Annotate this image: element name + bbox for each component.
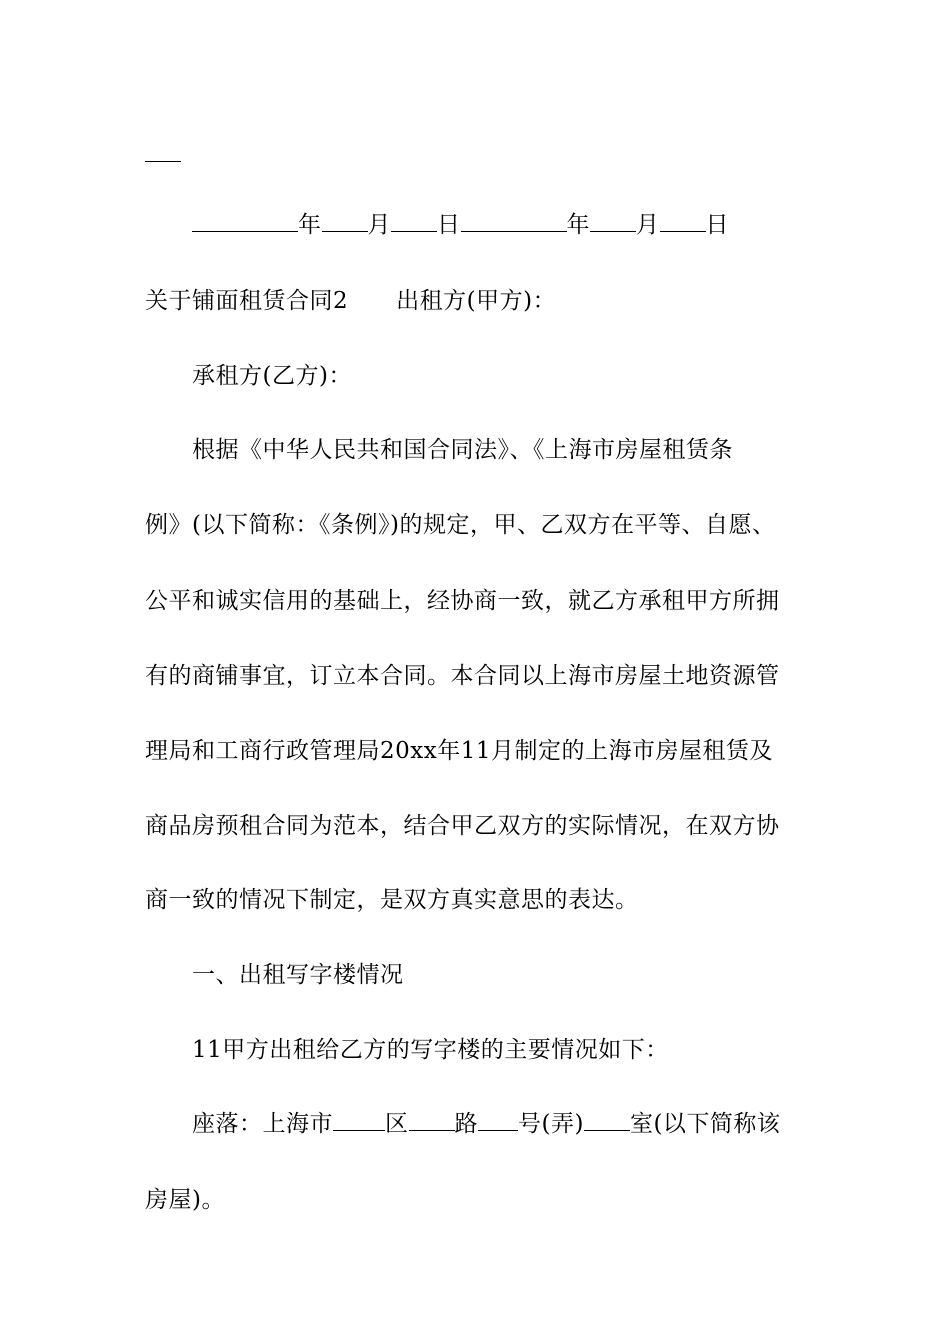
paragraph-line-5: 理局和工商行政管理局20xx年11月制定的上海市房屋租赁及 xyxy=(145,738,773,764)
signature-date-line: 年 月 日 年 月 日 xyxy=(192,209,825,241)
location-tail: 房屋)。 xyxy=(145,1187,225,1213)
paragraph-line-7: 商一致的情况下制定，是双方真实意思的表达。 xyxy=(145,887,639,913)
blank-number xyxy=(478,1108,518,1131)
blank-district xyxy=(333,1108,385,1131)
paragraph-line-1: 根据《中华人民共和国合同法》、《上海市房屋租赁条 xyxy=(192,437,733,463)
title-line xyxy=(145,285,825,317)
contract-title: 关于铺面租赁合同2 xyxy=(145,288,349,314)
blank-room xyxy=(584,1108,630,1131)
blank-day-1 xyxy=(391,209,437,232)
lessee-label: 承租方(乙方)： xyxy=(192,363,352,389)
blank-day-2 xyxy=(660,209,706,232)
blank-road xyxy=(409,1108,455,1131)
blank-month-1 xyxy=(322,209,368,232)
section-heading: 一、出租写字楼情况 xyxy=(192,962,404,988)
clause-1-1: 11甲方出租给乙方的写字楼的主要情况如下： xyxy=(192,1037,669,1063)
blank-year-1 xyxy=(192,209,298,232)
lessor-label: 出租方(甲方)： xyxy=(396,288,557,314)
location-line: 座落：上海市 区 路 号(弄) 室(以下简称该 xyxy=(192,1108,825,1140)
blank-year-2 xyxy=(461,209,567,232)
paragraph-line-4: 有的商铺事宜，订立本合同。本合同以上海市房屋土地资源管 xyxy=(145,663,780,689)
top-underline xyxy=(145,161,181,162)
paragraph-line-2: 例》(以下简称：《条例》)的规定，甲、乙双方在平等、自愿、 xyxy=(145,512,776,538)
blank-month-2 xyxy=(590,209,636,232)
paragraph-line-6: 商品房预租合同为范本，结合甲乙双方的实际情况，在双方协 xyxy=(145,813,780,839)
paragraph-line-3: 公平和诚实信用的基础上，经协商一致，就乙方承租甲方所拥 xyxy=(145,588,780,614)
